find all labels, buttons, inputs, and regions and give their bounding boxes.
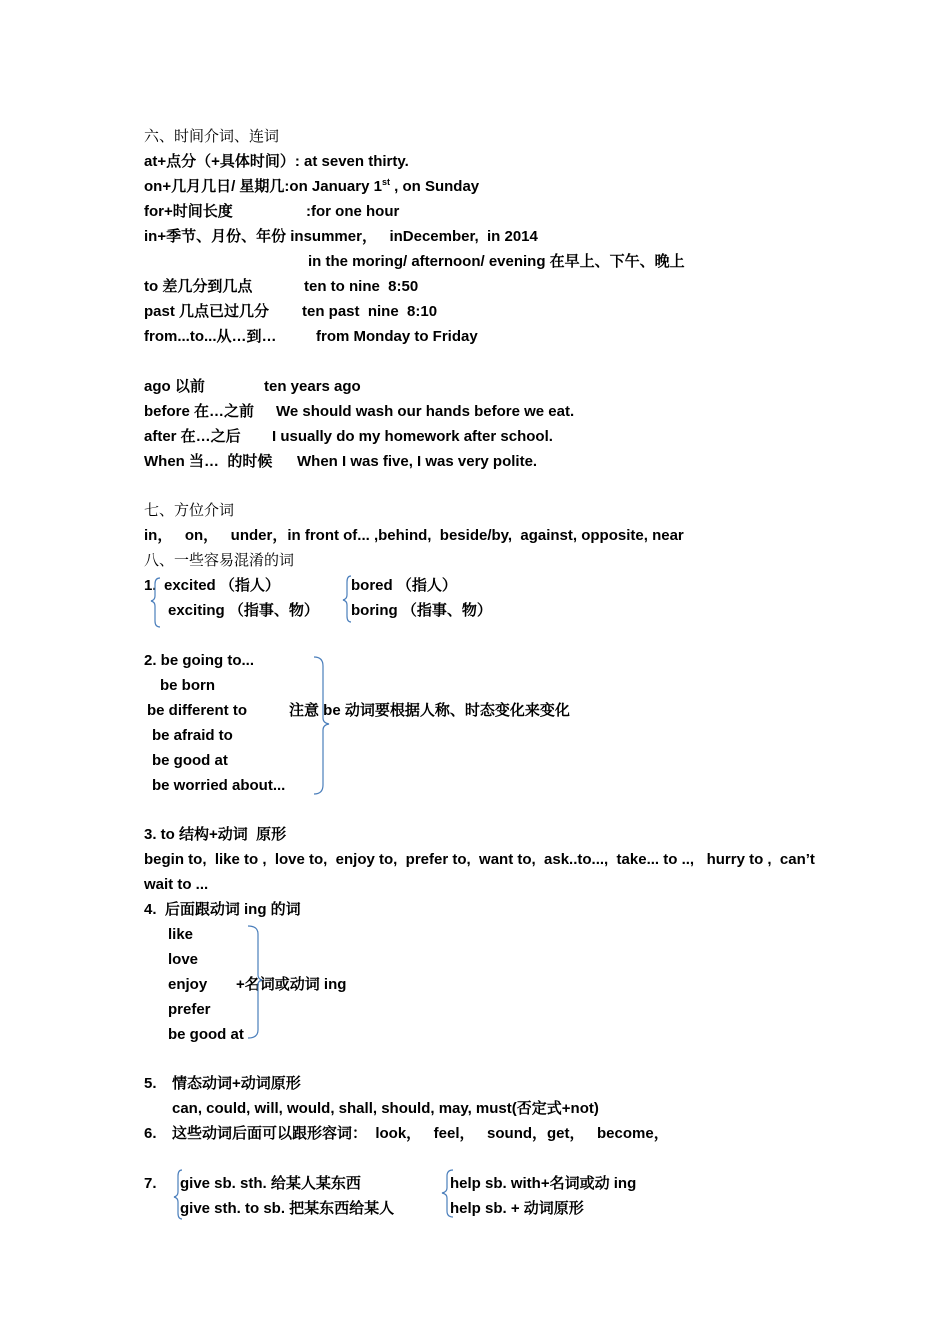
boring-line: boring （指事、物） <box>351 602 492 619</box>
item-7-number: 7. <box>144 1175 157 1192</box>
excited-line: excited （指人） <box>164 577 280 594</box>
item-4-enjoy: enjoy <box>168 976 208 993</box>
item-3-line-2: wait to ... <box>144 876 209 893</box>
item-6-line: 这些动词后面可以跟形容词： look， feel， sound，get， become， <box>172 1125 669 1142</box>
item-5-line: can, could, will, would, shall, should, may, must(否定式+not) <box>172 1100 599 1117</box>
item-4-note: +名词或动词 ing <box>236 976 347 993</box>
on-rule <box>144 177 479 197</box>
on-rule-superscript: st <box>381 177 390 187</box>
ago-label: ago 以前 <box>144 378 205 395</box>
item-5-heading: 情态动词+动词原形 <box>172 1075 301 1092</box>
item-4-heading: 4. 后面跟动词 ing 的词 <box>144 901 301 918</box>
from-rule-label: from...to...从…到… <box>144 328 277 345</box>
before-label: before 在…之前 <box>144 403 255 420</box>
item-4-be-good-at: be good at <box>168 1026 244 1043</box>
on-rule-main: on+几月几日/ 星期几:on January 1 <box>144 178 382 195</box>
before-example: We should wash our hands before we eat. <box>276 403 575 420</box>
item-2-line-3: be different to <box>147 702 247 719</box>
exciting-line: exciting （指事、物） <box>168 602 319 619</box>
item-4-love: love <box>168 951 199 968</box>
from-rule-example: from Monday to Friday <box>316 328 478 345</box>
section-8-heading: 八、一些容易混淆的词 <box>144 552 295 569</box>
item-6-number: 6. <box>144 1125 157 1142</box>
in-rule-continued: in the moring/ afternoon/ evening 在早上、下午、晚上 <box>308 253 685 270</box>
item-4-prefer: prefer <box>168 1001 211 1018</box>
section-6-heading: 六、时间介词、连词 <box>144 128 280 145</box>
in-rule: in+季节、月份、年份 insummer， inDecember, in 2014 <box>144 228 538 245</box>
item-3-line-1: begin to, like to , love to, enjoy to, prefer to, want to, ask..to..., take... to .., hurry to , can’t <box>144 851 815 868</box>
when-label: When 当… 的时候 <box>144 453 273 470</box>
help-line-2: help sb. + 动词原形 <box>450 1200 584 1217</box>
item-5-number: 5. <box>144 1075 157 1092</box>
right-brace-item-2 <box>314 657 329 794</box>
after-label: after 在…之后 <box>144 428 241 445</box>
for-rule-example: :for one hour <box>306 203 400 220</box>
item-1-number: 1. <box>144 577 157 594</box>
on-rule-tail: , on Sunday <box>389 178 480 195</box>
item-2-line-5: be good at <box>152 752 228 769</box>
give-line-2: give sth. to sb. 把某东西给某人 <box>180 1200 395 1217</box>
past-rule-label: past 几点已过几分 <box>144 303 270 320</box>
item-2-line-1: 2. be going to... <box>144 652 254 669</box>
when-example: When I was five, I was very polite. <box>297 453 538 470</box>
help-line-1: help sb. with+名词或动 ing <box>450 1175 637 1192</box>
to-rule-example: ten to nine 8:50 <box>304 278 419 295</box>
past-rule-example: ten past nine 8:10 <box>302 303 438 320</box>
bored-line: bored （指人） <box>351 577 457 594</box>
after-example: I usually do my homework after school. <box>272 428 553 445</box>
for-rule-label: for+时间长度 <box>144 203 233 220</box>
item-4-like: like <box>168 926 194 943</box>
item-2-note: 注意 be 动词要根据人称、时态变化来变化 <box>289 702 570 719</box>
position-prepositions: in， on， under，in front of... ,behind, beside/by, against, opposite, near <box>144 527 684 544</box>
item-2-line-6: be worried about... <box>152 777 286 794</box>
left-brace-item-1b <box>343 576 351 622</box>
to-rule-label: to 差几分到几点 <box>144 278 253 295</box>
give-line-1: give sb. sth. 给某人某东西 <box>180 1175 361 1192</box>
at-rule: at+点分（+具体时间）: at seven thirty. <box>144 153 409 170</box>
item-2-line-4: be afraid to <box>152 727 233 744</box>
item-3-heading: 3. to 结构+动词 原形 <box>144 826 287 843</box>
item-2-line-2: be born <box>160 677 215 694</box>
ago-example: ten years ago <box>264 378 361 395</box>
section-7-heading: 七、方位介词 <box>144 502 235 519</box>
